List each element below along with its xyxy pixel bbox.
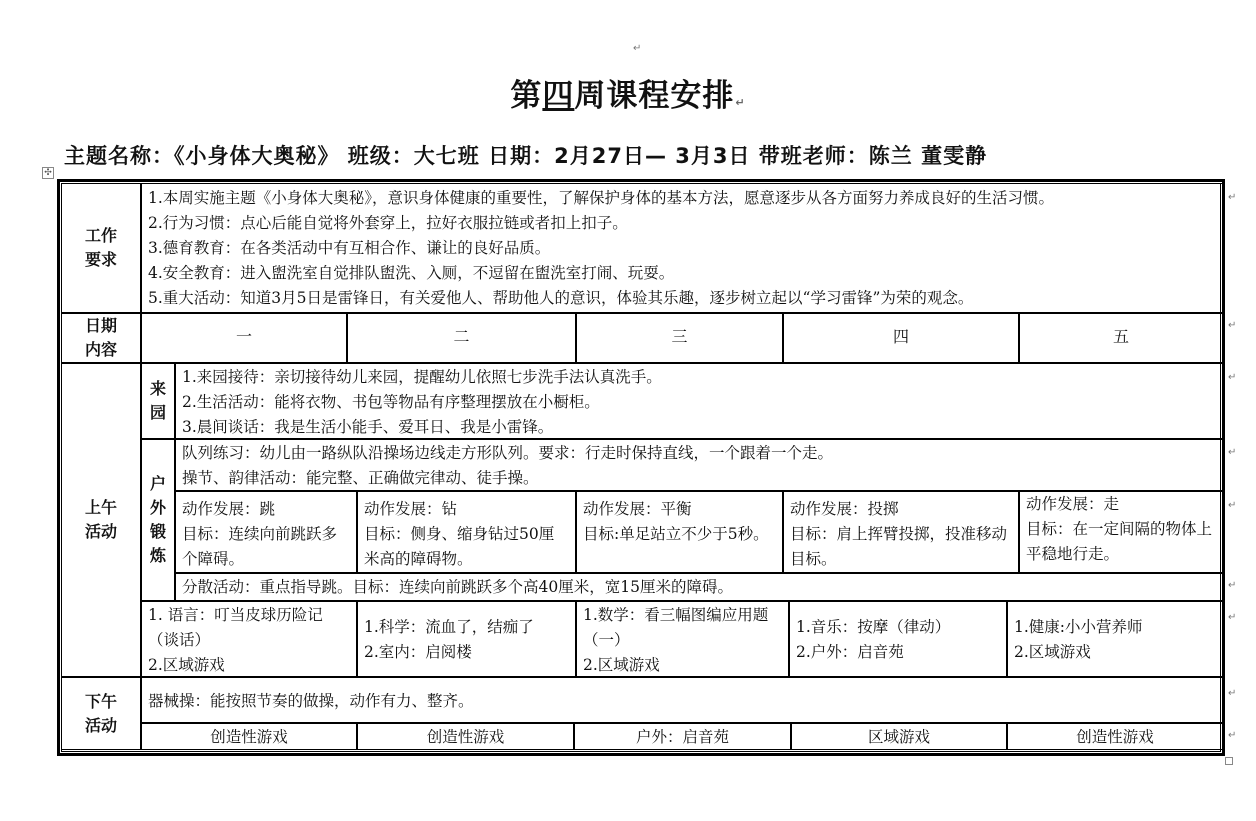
row-end-mark: ↵ [1228,580,1237,591]
lesson-item: 1.科学：流血了，结痂了 [364,618,534,636]
lesson-item: 2.区域游戏 [1014,643,1091,661]
scatter-activity: 分散活动：重点指导跳。目标：连续向前跳跃多个高40厘米，宽15厘米的障碍。 [182,578,733,596]
subtitle: 主题名称：《小身体大奥秘》 班级：大七班 日期：2月27日— 3月3日 带班老师：陈兰 董雯静 [64,144,988,168]
afternoon-game-cell: 创造性游戏 [1007,723,1223,750]
lesson-cell [576,601,789,677]
table-move-handle-icon[interactable]: ✣ [42,167,54,179]
work-item: 4.安全教育：进入盥洗室自觉排队盥洗、入厕，不逗留在盥洗室打闹、玩耍。 [148,264,675,282]
outdoor-general-cell [175,439,1223,491]
lesson-item: 2.室内：启阅楼 [364,643,472,661]
label-morning-activities [61,363,141,677]
work-item: 1.本周实施主题《小身体大奥秘》，意识身体健康的重要性，了解保护身体的基本方法，愿意逐步从各方面努力养成良好的生活习惯。 [148,189,1055,207]
label-text: 要求 [84,250,117,269]
title-part: 周课程安排 [574,78,735,114]
label-text: 炼 [149,546,166,565]
row-end-mark: ↵ [1228,192,1237,203]
motor-goal: 目标：连续向前跳跃多个障碍。 [182,525,338,568]
arrival-item: 2.生活活动：能将衣物、书包等物品有序整理摆放在小橱柜。 [182,393,600,411]
label-arrival [141,363,175,439]
day-header: 四 [783,313,1019,363]
day-header: 五 [1019,313,1223,363]
label-text: 户 [149,474,166,493]
motor-title: 动作发展：钻 [364,500,458,518]
row-end-mark: ↵ [1228,447,1237,458]
afternoon-game-cell: 户外：启音苑 [574,723,791,750]
work-item: 2.行为习惯：点心后能自觉将外套穿上，拉好衣服拉链或者扣上扣子。 [148,214,628,232]
page-title: 第四周课程安排↵ [510,78,746,114]
table-resize-handle-icon[interactable] [1225,757,1233,765]
lesson-cell [357,601,576,677]
work-item: 3.德育教育：在各类活动中有互相合作、谦让的良好品质。 [148,239,551,257]
row-end-mark: ↵ [1228,320,1237,331]
label-text: 日期 [84,316,117,335]
label-work-requirements [61,183,141,313]
day-header: 二 [347,313,576,363]
motor-goal: 目标：侧身、缩身钻过50厘米高的障碍物。 [364,525,555,568]
afternoon-game-cell: 创造性游戏 [357,723,574,750]
title-part: 第 [510,78,543,114]
motor-title: 动作发展：跳 [182,500,276,518]
motor-title: 动作发展：平衡 [583,500,692,518]
motor-title: 动作发展：投掷 [790,500,899,518]
scatter-activity-cell [175,573,1223,601]
paragraph-mark: ↵ [633,43,642,54]
motor-goal: 目标：肩上挥臂投掷，投准移动目标。 [790,525,1008,568]
motor-goal: 目标:单足站立不少于5秒。 [583,525,769,543]
afternoon-general-cell [141,677,1223,723]
work-requirements-cell [141,183,1223,313]
lesson-cell [789,601,1007,677]
motor-title: 动作发展：走 [1026,495,1120,513]
label-text: 活动 [84,715,117,735]
motor-cell [576,491,783,573]
motor-goal: 目标：在一定间隔的物体上平稳地行走。 [1026,520,1213,563]
label-text: 内容 [84,340,117,359]
label-text: 下午 [84,691,117,711]
lesson-item: 1.数学：看三幅图编应用题（一） [583,606,769,649]
lesson-item: 1.音乐：按摩（律动） [796,618,951,636]
lesson-cell [141,601,357,677]
label-text: 锻 [149,522,166,541]
lesson-item: 2.户外：启音苑 [796,643,904,661]
arrival-cell [175,363,1223,439]
arrival-item: 1.来园接待：亲切接待幼儿来园，提醒幼儿依照七步洗手法认真洗手。 [182,368,662,386]
work-item: 5.重大活动：知道3月5日是雷锋日，有关爱他人、帮助他人的意识，体验其乐趣，逐步树立起以“学习雷锋”为荣的观念。 [148,289,974,307]
row-end-mark: ↵ [1228,372,1237,383]
day-header: 三 [576,313,783,363]
label-text: 活动 [84,522,117,541]
row-end-mark: ↵ [1228,688,1237,699]
lesson-item: 1. 语言：叮当皮球历险记（谈话） [148,606,323,649]
label-text: 外 [149,498,166,517]
lesson-item: 2.区域游戏 [148,656,225,674]
label-text: 工作 [84,226,117,245]
motor-cell [357,491,576,573]
motor-cell [783,491,1019,573]
outdoor-item: 操节、韵律活动：能完整、正确做完律动、徒手操。 [182,469,539,487]
row-end-mark: ↵ [1228,612,1237,623]
label-text: 来 [149,379,166,398]
arrival-item: 3.晨间谈话：我是生活小能手、爱耳日、我是小雷锋。 [182,418,554,436]
title-part-underlined: 四 [542,78,575,114]
motor-cell [175,491,357,573]
label-date-content [61,313,141,363]
lesson-item: 1.健康:小小营养师 [1014,618,1143,636]
lesson-cell [1007,601,1223,677]
lesson-item: 2.区域游戏 [583,656,660,674]
afternoon-game-cell: 创造性游戏 [141,723,357,750]
label-text: 上午 [84,498,117,517]
label-text: 园 [149,403,166,422]
afternoon-game-cell: 区域游戏 [791,723,1007,750]
outdoor-item: 队列练习：幼儿由一路纵队沿操场边线走方形队列。要求：行走时保持直线，一个跟着一个走。 [182,444,834,462]
label-afternoon-activities [61,677,141,750]
row-end-mark: ↵ [1228,500,1237,511]
day-header: 一 [141,313,347,363]
label-outdoor-exercise [141,439,175,601]
row-end-mark: ↵ [1228,730,1237,741]
motor-cell [1019,491,1223,573]
afternoon-item: 器械操：能按照节奏的做操，动作有力、整齐。 [148,692,474,710]
